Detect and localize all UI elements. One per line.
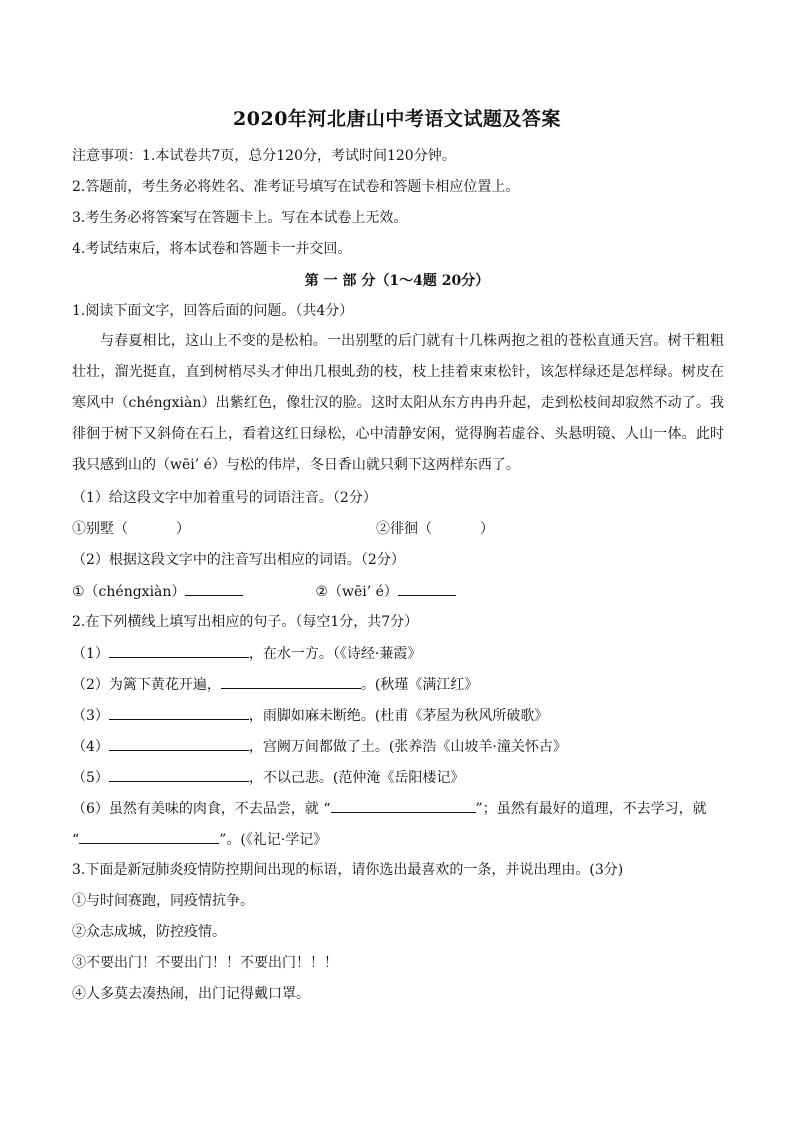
q3-option-2: ②众志成城，防控疫情。 xyxy=(72,924,226,940)
q3-option-3: ③不要出门！不要出门！！不要出门！！！ xyxy=(72,955,338,971)
q2-item-3 xyxy=(72,705,548,726)
q2-item-2-text: 。(秋瑾《满江红》 xyxy=(360,677,479,693)
q2-item-4-num: （4） xyxy=(72,739,109,755)
q3-option-1: ①与时间赛跑，同疫情抗争。 xyxy=(72,893,254,909)
q1-sub1-a-close: ） xyxy=(176,521,190,537)
note-line-1: 注意事项：1.本试卷共7页，总分120分，考试时间120分钟。 xyxy=(72,148,456,164)
q1-sub2-a-label: ①（chéngxiàn） xyxy=(72,584,186,600)
q1-sub2-a-blank[interactable] xyxy=(185,581,243,596)
q1-sub2-answers xyxy=(72,581,456,602)
q2-stem: 2.在下列横线上填写出相应的句子。（每空1分，共7分） xyxy=(72,614,419,630)
q2-item-6-blank-2[interactable] xyxy=(79,829,219,844)
q2-item-3-num: （3） xyxy=(72,708,109,724)
q2-item-6-middle: ”；虽然有最好的道理，不去学习，就 xyxy=(475,801,707,817)
q2-item-2 xyxy=(72,674,478,695)
q2-item-1-blank[interactable] xyxy=(109,643,249,658)
q3-option-4: ④人多莫去凑热闹，出门记得戴口罩。 xyxy=(72,986,310,1002)
note-line-3: 3.考生务必将答案写在答题卡上。写在本试卷上无效。 xyxy=(72,210,408,226)
q1-stem: 1.阅读下面文字，回答后面的问题。（共4分） xyxy=(72,303,354,319)
q1-sub1-a-label: ①别墅（ xyxy=(72,521,128,537)
note-line-2: 2.答题前，考生务必将姓名、准考证号填写在试卷和答题卡相应位置上。 xyxy=(72,179,520,195)
q2-item-4-blank[interactable] xyxy=(109,736,249,751)
q2-item-5-num: （5） xyxy=(72,770,109,786)
section-heading: 第 一 部 分（1～4题 20分） xyxy=(304,273,490,289)
q2-item-5-text: ，不以己悲。(范仲淹《岳阳楼记》 xyxy=(248,770,465,786)
q2-item-6-open-quote: “ xyxy=(72,832,80,848)
q1-sub2-b-blank[interactable] xyxy=(398,581,456,596)
q2-item-2-num: （2）为篱下黄花开遍， xyxy=(72,677,221,693)
q2-item-6-line2 xyxy=(72,829,327,850)
q2-item-6-prefix: （6）虽然有美味的肉食，不去品尝，就 “ xyxy=(72,801,331,817)
q2-item-4-text: ，宫阙万间都做了土。(张养浩《山坡羊·潼关怀古》 xyxy=(248,739,567,755)
q2-item-4 xyxy=(72,736,567,757)
q2-item-3-text: ，雨脚如麻未断绝。(杜甫《茅屋为秋风所破歌》 xyxy=(248,708,549,724)
q1-sub2-b-label: ②（wēi’ é） xyxy=(315,584,398,600)
q1-sub1-answers xyxy=(72,519,494,539)
q1-sub1-b-close: ） xyxy=(480,521,494,537)
q2-item-2-blank[interactable] xyxy=(221,674,361,689)
note-line-4: 4.考试结束后，将本试卷和答题卡一并交回。 xyxy=(72,241,352,257)
page-title: 2020年河北唐山中考语文试题及答案 xyxy=(233,108,561,130)
q2-item-3-blank[interactable] xyxy=(109,705,249,720)
q2-item-6-blank-1[interactable] xyxy=(331,798,476,813)
q2-item-1 xyxy=(72,643,421,664)
q2-item-5 xyxy=(72,767,464,788)
q1-sub1-b-label: ②徘徊（ xyxy=(376,521,432,537)
q2-item-6-line1 xyxy=(72,798,707,819)
q2-item-6-suffix: ”。(《礼记·学记》 xyxy=(219,832,328,848)
q2-item-5-blank[interactable] xyxy=(109,767,249,782)
q3-stem: 3.下面是新冠肺炎疫情防控期间出现的标语，请你选出最喜欢的一条，并说出理由。(3分) xyxy=(72,862,624,878)
q1-sub1: （1）给这段文字中加着重号的词语注音。（2分） xyxy=(72,490,377,506)
q2-item-1-text: ，在水一方。（《诗经·蒹霞》 xyxy=(248,646,422,662)
q1-passage: 与春夏相比，这山上不变的是松柏。一出别墅的后门就有十几株两抱之祖的苍松直通天宫。树干粗粗壮壮，溜光挺直，直到树梢尽头才伸出几根虬劲的枝，枝上挂着束束松针，该怎样绿还是怎样绿。树皮在寒风中（chéngxiàn）出紫红色，像壮汉的脸。这时太阳从东方冉冉升起，走到松枝间却寂然不动了。我徘徊于树下又斜倚在石上，看着这红日绿松，心中清静安闲，觉得胸若虚谷、头悬明镜、人山一体。此时我只感到山的（wēi’ é）与松的伟岸，冬日香山就只剩下这两样东西了。 xyxy=(72,333,724,473)
q1-sub2: （2）根据这段文字中的注音写出相应的词语。（2分） xyxy=(72,552,405,568)
q2-item-1-num: （1） xyxy=(72,646,109,662)
